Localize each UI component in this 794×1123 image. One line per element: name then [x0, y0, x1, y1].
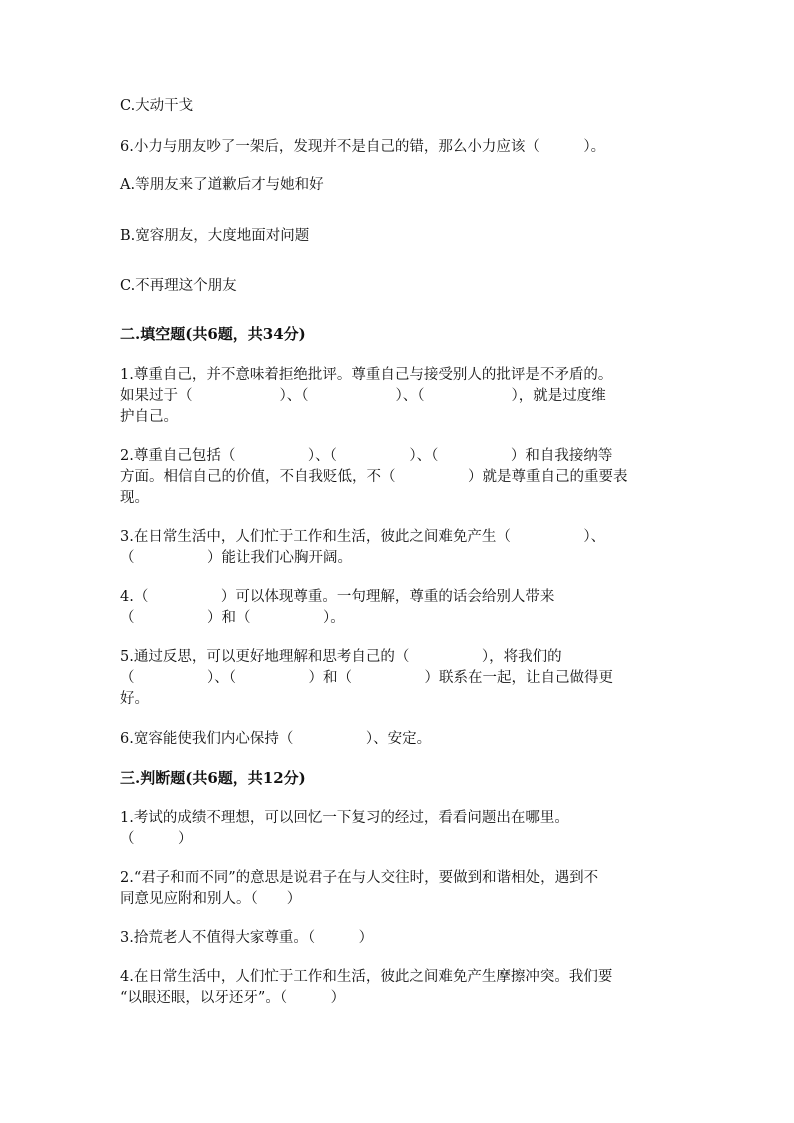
fill-q3-line2: （ ）能让我们心胸开阔。 [120, 550, 352, 566]
section-3-heading: 三.判断题(共6题，共12分) [120, 769, 306, 787]
fill-q2-line2: 方面。相信自己的价值，不自我贬低，不（ ）就是尊重自己的重要表 [120, 469, 628, 485]
fill-q2-line3: 现。 [120, 490, 149, 506]
fill-q5-line1: 5.通过反思，可以更好地理解和思考自己的（ ），将我们的 [120, 649, 562, 665]
judge-q4-line2: “以眼还眼，以牙还牙”。（ ） [120, 990, 346, 1006]
fill-q3-line1: 3.在日常生活中，人们忙于工作和生活，彼此之间难免产生（ ）、 [120, 529, 606, 545]
q5-option-c: C.大动干戈 [120, 98, 194, 114]
fill-q1-line2: 如果过于（ ）、（ ）、（ ），就是过度维 [120, 388, 606, 404]
judge-q2-line2: 同意见应附和别人。（ ） [120, 891, 302, 907]
judge-q2-line1: 2.“君子和而不同”的意思是说君子在与人交往时，要做到和谐相处，遇到不 [120, 870, 599, 886]
q6-option-b: B.宽容朋友，大度地面对问题 [120, 228, 310, 244]
fill-q2-line1: 2.尊重自己包括（ ）、（ ）、（ ）和自我接纳等 [120, 448, 613, 464]
judge-q1-line1: 1.考试的成绩不理想，可以回忆一下复习的经过，看看问题出在哪里。 [120, 810, 569, 826]
q6-stem: 6.小力与朋友吵了一架后，发现并不是自己的错，那么小力应该（ ）。 [120, 139, 606, 155]
judge-q1-line2: （ ） [120, 831, 193, 847]
q6-option-a: A.等朋友来了道歉后才与她和好 [120, 177, 324, 193]
fill-q6-line1: 6.宽容能使我们内心保持（ ）、安定。 [120, 731, 432, 747]
fill-q1-line1: 1.尊重自己，并不意味着拒绝批评。尊重自己与接受别人的批评是不矛盾的。 [120, 367, 613, 383]
q6-option-c: C.不再理这个朋友 [120, 278, 237, 294]
section-2-heading: 二.填空题(共6题，共34分) [120, 325, 306, 343]
fill-q4-line1: 4.（ ）可以体现尊重。一句理解，尊重的话会给别人带来 [120, 589, 555, 605]
fill-q5-line3: 好。 [120, 691, 149, 707]
fill-q5-line2: （ ）、（ ）和（ ）联系在一起，让自己做得更 [120, 670, 613, 686]
fill-q4-line2: （ ）和（ ）。 [120, 610, 345, 626]
judge-q4-line1: 4.在日常生活中，人们忙于工作和生活，彼此之间难免产生摩擦冲突。我们要 [120, 969, 613, 985]
fill-q1-line3: 护自己。 [120, 409, 178, 425]
judge-q3-line1: 3.拾荒老人不值得大家尊重。（ ） [120, 930, 374, 946]
document-page [120, 0, 680, 1123]
